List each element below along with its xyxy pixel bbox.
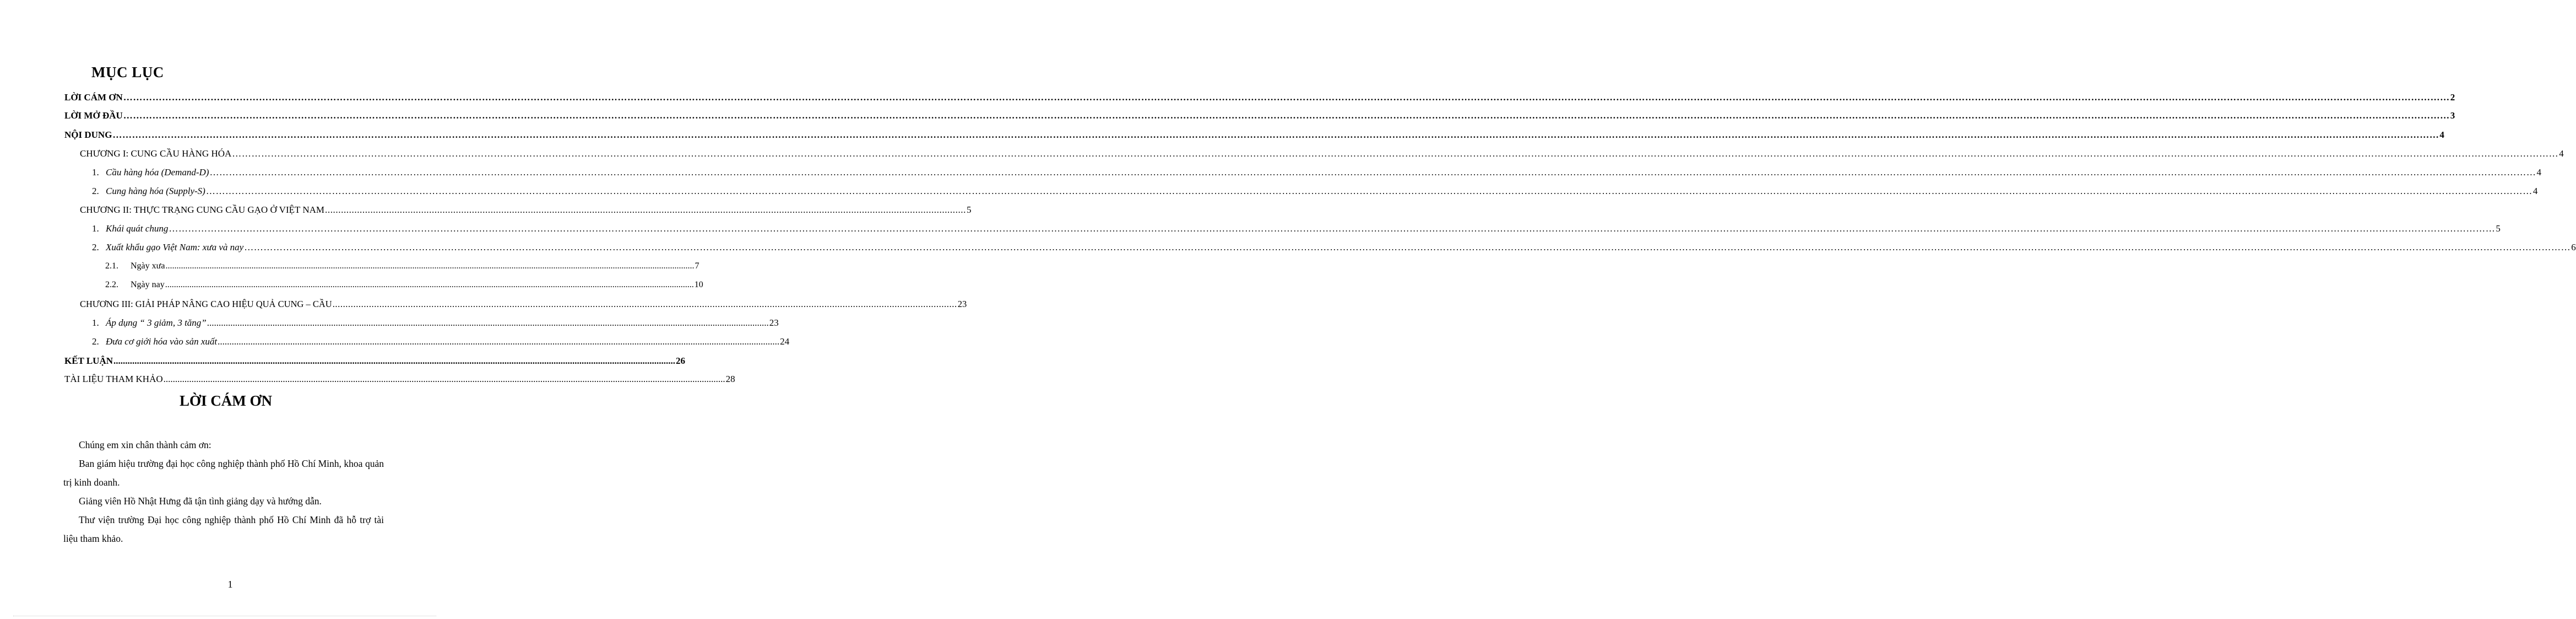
toc-entry[interactable] [80, 299, 967, 312]
toc-leader: ................................................................................................................................................................................................................................................ [165, 280, 694, 289]
toc-entry[interactable] [64, 130, 2444, 143]
toc-title: MỤC LỤC [91, 64, 164, 80]
toc-leader: ……………………………………………………………………………………………………………………………………………………………………………………………………………………………………………………………………………………………………………………………………………………………………………………………………………………………………………………………………………………………………………………………………………………………………………………………………………………………………………………………… [232, 148, 2559, 159]
toc-entry[interactable] [64, 110, 2455, 123]
toc-entry-label: TÀI LIỆU THAM KHẢO [64, 374, 163, 384]
toc-leader: ................................................................................................................................................................................................................................................ [218, 336, 780, 347]
toc-entry-page: 24 [780, 336, 790, 347]
toc-entry-label: Ngày xưa [131, 261, 165, 271]
toc-entry[interactable] [92, 186, 2538, 199]
toc-entry[interactable] [105, 261, 699, 274]
toc-entry-page: 6 [2571, 242, 2576, 252]
toc-entry-page: 3 [2450, 110, 2455, 121]
toc-entry-number: 2. [92, 186, 99, 196]
toc-entry-label: Xuất khẩu gạo Việt Nam: xưa và nay [106, 242, 244, 252]
toc-entry-label: LỜI MỞ ĐẦU [64, 110, 123, 121]
toc-entry-page: 2 [2450, 92, 2455, 103]
toc-entry[interactable] [92, 336, 790, 349]
toc-entry-label: CHƯƠNG III: GIẢI PHÁP NÂNG CAO HIỆU QUẢ CUNG – CẦU [80, 299, 332, 309]
toc-entry[interactable] [92, 317, 779, 331]
toc-entry[interactable] [64, 374, 735, 387]
toc-leader: ................................................................................................................................................................................................................................................ [163, 374, 725, 384]
toc-entry[interactable] [92, 223, 2501, 236]
toc-entry-label: Cung hàng hóa (Supply-S) [106, 186, 205, 196]
toc-entry-label: NỘI DUNG [64, 130, 112, 140]
toc-entry-label: Đưa cơ giới hóa vào sản xuất [106, 336, 218, 347]
toc-entry-page: 23 [957, 299, 967, 309]
toc-entry[interactable] [80, 148, 2564, 162]
toc-entry-label: LỜI CÁM ƠN [64, 92, 123, 103]
toc-entry-page: 4 [2532, 186, 2538, 196]
toc-entry-number: 1. [92, 167, 99, 177]
toc-entry-number: 2. [92, 242, 99, 252]
paragraph: Thư viện trường Đại học công nghiệp thành phố Hồ Chí Minh đã hỗ trợ tài liệu tham khảo. [63, 514, 384, 544]
toc-leader: ……………………………………………………………………………………………………………………………………………………………………………………………………………………………………………………………………………………………………………………………………………………………………………………………………………………………………………………………………………………………………………………………………………………………………………………………………………………………………………………………… [169, 223, 2496, 234]
toc-leader: ................................................................................................................................................................................................................................................ [325, 204, 966, 215]
toc-entry-label: CHƯƠNG II: THỰC TRẠNG CUNG CẦU GẠO Ở VIỆT NAM [80, 204, 324, 215]
paragraph: Chúng em xin chân thành cảm ơn: [79, 439, 211, 450]
toc-entry-page: 5 [2496, 223, 2501, 234]
toc-leader: ................................................................................................................................................................................................................................................ [332, 299, 957, 309]
toc-entry-number: 1. [92, 223, 99, 234]
toc-entry-label: Ngày nay [131, 280, 165, 289]
toc-entry-number: 1. [92, 317, 99, 328]
toc-entry-page: 23 [769, 317, 779, 328]
toc-entry-page: 4 [2559, 148, 2564, 159]
toc-leader: ……………………………………………………………………………………………………………………………………………………………………………………………………………………………………………………………………………………………………………………………………………………………………………………………………………………………………………………………………………………………………………………………………………………………………………………………………………………………………………………………… [112, 130, 2439, 140]
toc-entry-label: CHƯƠNG I: CUNG CẦU HÀNG HÓA [80, 148, 232, 159]
toc-leader: ……………………………………………………………………………………………………………………………………………………………………………………………………………………………………………………………………………………………………………………………………………………………………………………………………………………………………………………………………………………………………………………………………………………………………………………………………………………………………………………………… [209, 167, 2536, 177]
toc-entry-page: 5 [967, 204, 972, 215]
toc-leader: ……………………………………………………………………………………………………………………………………………………………………………………………………………………………………………………………………………………………………………………………………………………………………………………………………………………………………………………………………………………………………………………………………………………………………………………………………………………………………………………………… [123, 92, 2450, 103]
toc-entry-number: 2.2. [105, 280, 118, 289]
toc-entry-label: Cầu hàng hóa (Demand-D) [106, 167, 209, 177]
toc-entry-page: 10 [694, 280, 703, 289]
toc-entry[interactable] [92, 242, 2576, 255]
page-number: 1 [227, 579, 233, 590]
toc-entry[interactable] [64, 356, 686, 369]
toc-entry[interactable] [105, 280, 703, 293]
toc-entry-label: Khái quát chung [106, 223, 169, 234]
toc-entry-number: 2. [92, 336, 99, 347]
toc-leader: ……………………………………………………………………………………………………………………………………………………………………………………………………………………………………………………………………………………………………………………………………………………………………………………………………………………………………………………………………………………………………………………………………………………………………………………………………………………………………………………………… [244, 242, 2571, 252]
toc-leader: ................................................................................................................................................................................................................................................ [165, 261, 695, 271]
toc-entry-page: 4 [2439, 130, 2444, 140]
toc-entry-label: KẾT LUẬN [64, 356, 113, 366]
toc-entry-number: 2.1. [105, 261, 118, 271]
toc-entry-page: 28 [725, 374, 735, 384]
toc-entry-page: 7 [695, 261, 699, 271]
toc-leader: ................................................................................................................................................................................................................................................ [113, 356, 676, 366]
toc-entry[interactable] [64, 92, 2455, 105]
toc-entry-page: 26 [676, 356, 686, 366]
toc-leader: ................................................................................................................................................................................................................................................ [207, 317, 769, 328]
toc-entry[interactable] [80, 204, 972, 218]
toc-entry-label: Áp dụng “ 3 giảm, 3 tăng” [106, 317, 207, 328]
toc-entry[interactable] [92, 167, 2541, 180]
toc-leader: ……………………………………………………………………………………………………………………………………………………………………………………………………………………………………………………………………………………………………………………………………………………………………………………………………………………………………………………………………………………………………………………………………………………………………………………………………………………………………………………………… [205, 186, 2532, 196]
toc-entry-page: 4 [2536, 167, 2541, 177]
toc-leader: ……………………………………………………………………………………………………………………………………………………………………………………………………………………………………………………………………………………………………………………………………………………………………………………………………………………………………………………………………………………………………………………………………………………………………………………………………………………………………………………………… [123, 110, 2450, 121]
acknowledgement-title: LỜI CÁM ƠN [180, 392, 272, 409]
paragraph: Giảng viên Hồ Nhật Hưng đã tận tình giảng dạy và hướng dẫn. [79, 496, 322, 507]
paragraph: Ban giám hiệu trường đại học công nghiệp thành phố Hồ Chí Minh, khoa quản trị kinh doanh. [63, 458, 384, 488]
